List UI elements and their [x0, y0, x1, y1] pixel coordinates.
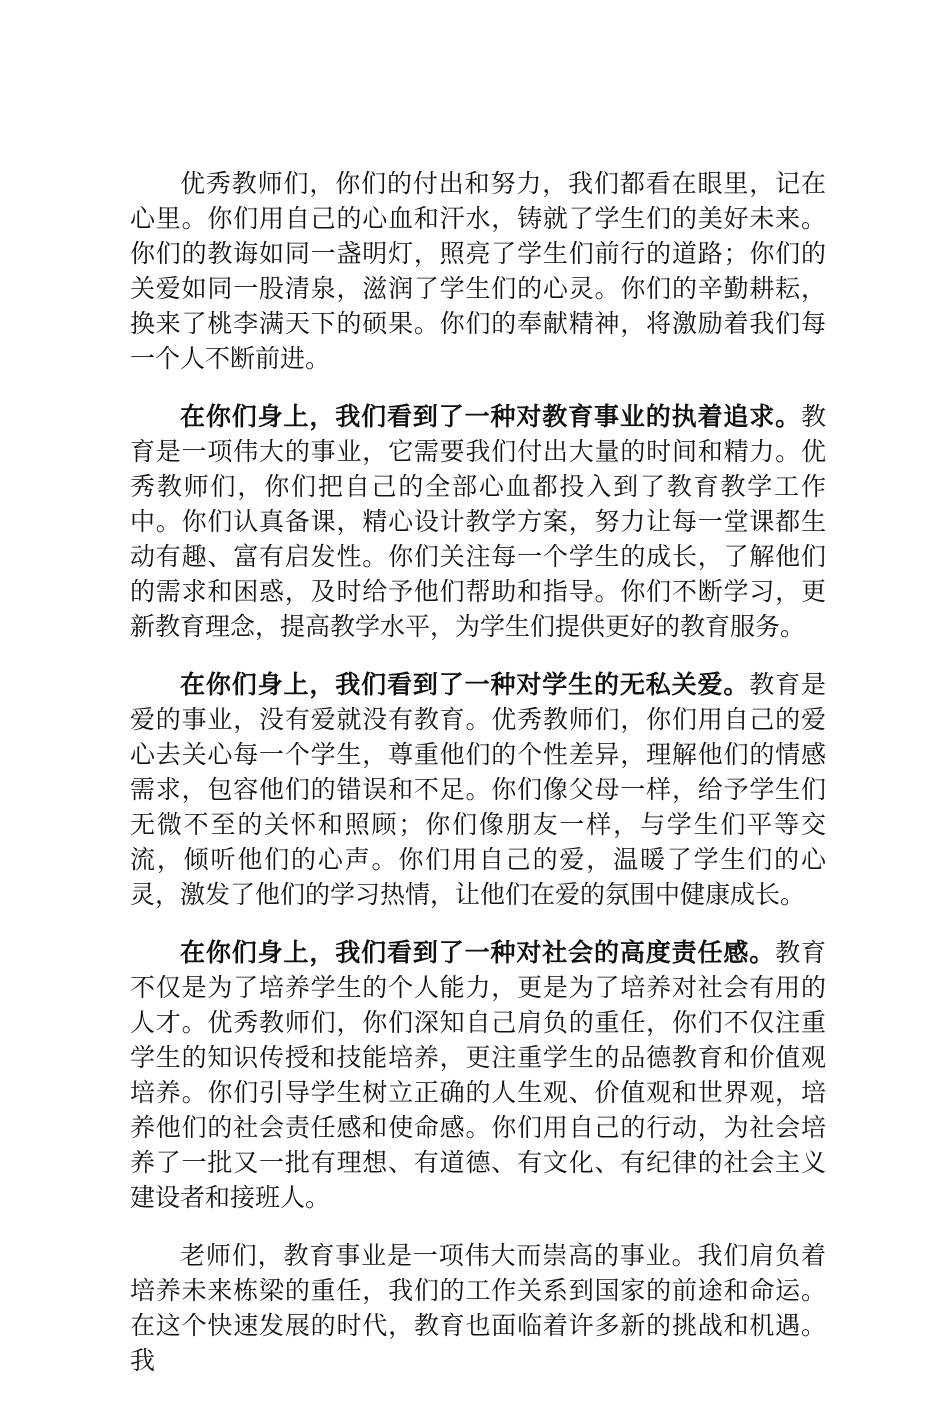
document-body [130, 166, 826, 1401]
paragraph-2 [130, 399, 826, 644]
paragraph-lead: 在你们身上，我们看到了一种对教育事业的执着追求。 [180, 402, 801, 431]
paragraph-5 [130, 1238, 826, 1378]
paragraph-lead: 在你们身上，我们看到了一种对学生的无私关爱。 [180, 670, 750, 699]
paragraph-text: 教育是一项伟大的事业，它需要我们付出大量的时间和精力。优秀教师们，你们把自己的全部心血都投入到了教育教学工作中。你们认真备课，精心设计教学方案，努力让每一堂课都生动有趣、富有启发性。你们关注每一个学生的成长，了解他们的需求和困惑，及时给予他们帮助和指导。你们不断学习，更新教育理念，提高教学水平，为学生们提供更好的教育服务。 [130, 402, 826, 641]
paragraph-text: 教育是爱的事业，没有爱就没有教育。优秀教师们，你们用自己的爱心去关心每一个学生，尊重他们的个性差异，理解他们的情感需求，包容他们的错误和不足。你们像父母一样，给予学生们无微不至的关怀和照顾；你们像朋友一样，与学生们平等交流，倾听他们的心声。你们用自己的爱，温暖了学生们的心灵，激发了他们的学习热情，让他们在爱的氛围中健康成长。 [130, 670, 826, 909]
paragraph-text: 优秀教师们，你们的付出和努力，我们都看在眼里，记在心里。你们用自己的心血和汗水，铸就了学生们的美好未来。你们的教诲如同一盏明灯，照亮了学生们前行的道路；你们的关爱如同一股清泉，滋润了学生们的心灵。你们的辛勤耕耘，换来了桃李满天下的硕果。你们的奉献精神，将激励着我们每一个人不断前进。 [130, 169, 826, 373]
paragraph-3 [130, 667, 826, 912]
paragraph-lead: 在你们身上，我们看到了一种对社会的高度责任感。 [180, 938, 776, 967]
paragraph-1 [130, 166, 826, 376]
paragraph-text: 教育不仅是为了培养学生的个人能力，更是为了培养对社会有用的人才。优秀教师们，你们深知自己肩负的重任，你们不仅注重学生的知识传授和技能培养，更注重学生的品德教育和价值观培养。你们引导学生树立正确的人生观、价值观和世界观，培养他们的社会责任感和使命感。你们用自己的行动，为社会培养了一批又一批有理想、有道德、有文化、有纪律的社会主义建设者和接班人。 [130, 938, 826, 1212]
paragraph-4 [130, 935, 826, 1215]
paragraph-text: 老师们，教育事业是一项伟大而崇高的事业。我们肩负着培养未来栋梁的重任，我们的工作关系到国家的前途和命运。在这个快速发展的时代，教育也面临着许多新的挑战和机遇。我 [130, 1241, 826, 1375]
